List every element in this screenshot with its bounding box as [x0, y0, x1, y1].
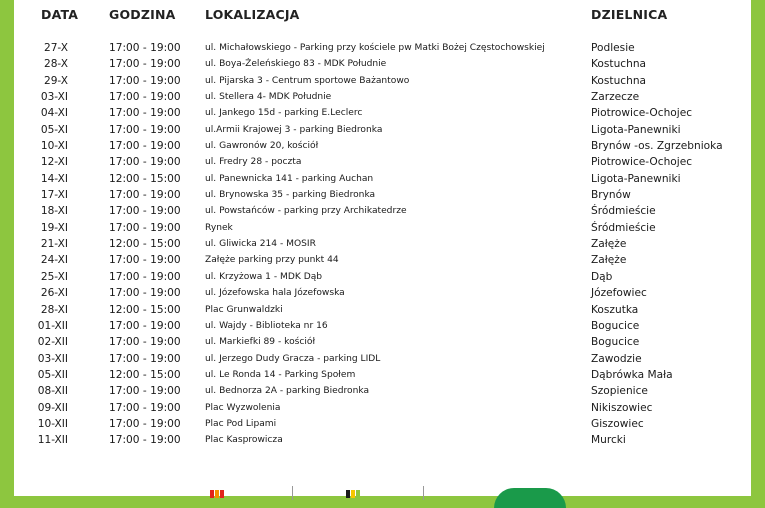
row-district: Bogucice	[591, 336, 640, 349]
row-district: Podlesie	[591, 42, 635, 54]
table-row	[14, 203, 751, 219]
row-date: 25-XI	[40, 270, 68, 283]
row-location: Plac Kasprowicza	[205, 435, 283, 446]
row-time: 17:00 - 19:00	[109, 434, 181, 447]
header-location: LOKALIZACJA	[205, 7, 300, 22]
table-row	[14, 252, 751, 268]
row-time: 17:00 - 19:00	[109, 123, 181, 136]
row-district: Ligota-Panewniki	[591, 123, 681, 136]
row-date: 10-XII	[37, 417, 68, 430]
partner-logo-2	[346, 490, 362, 498]
header-date: DATA	[41, 7, 79, 22]
row-date: 29-X	[43, 74, 68, 87]
row-location: ul. Boya-Żeleńskiego 83 - MDK Południe	[205, 59, 387, 70]
table-row	[14, 73, 751, 89]
table-row	[14, 383, 751, 399]
table-row	[14, 432, 751, 448]
row-location: ul. Stellera 4- MDK Południe	[205, 92, 332, 103]
row-time: 17:00 - 19:00	[109, 417, 181, 430]
row-date: 14-XI	[40, 172, 68, 185]
row-district: Załęże	[591, 254, 627, 267]
row-date: 26-XI	[40, 287, 68, 300]
row-district: Załęże	[591, 238, 627, 251]
schedule-sheet	[14, 0, 751, 496]
row-location: Plac Pod Lipami	[205, 418, 277, 429]
row-time: 17:00 - 19:00	[109, 287, 181, 300]
row-time: 17:00 - 19:00	[109, 401, 181, 414]
header-time: GODZINA	[109, 7, 176, 22]
row-time: 17:00 - 19:00	[109, 91, 181, 104]
row-time: 17:00 - 19:00	[109, 221, 181, 234]
table-row	[14, 171, 751, 187]
row-district: Kostuchna	[591, 58, 647, 71]
row-time: 17:00 - 19:00	[109, 107, 181, 120]
row-date: 28-X	[43, 58, 68, 71]
table-row	[14, 40, 751, 56]
table-row	[14, 122, 751, 138]
row-time: 17:00 - 19:00	[109, 140, 181, 153]
row-location: Załęże parking przy punkt 44	[205, 255, 339, 266]
table-row	[14, 56, 751, 72]
row-location: ul. Gawronów 20, kościół	[205, 141, 319, 152]
table-row	[14, 351, 751, 367]
row-date: 02-XII	[37, 336, 68, 349]
table-row	[14, 318, 751, 334]
row-date: 08-XII	[37, 385, 68, 398]
row-date: 12-XI	[40, 156, 68, 169]
table-row	[14, 187, 751, 203]
row-location: ul. Pijarska 3 - Centrum sportowe Bażantowo	[205, 75, 410, 86]
footer-divider	[423, 486, 424, 500]
row-date: 10-XI	[40, 140, 68, 153]
row-time: 17:00 - 19:00	[109, 385, 181, 398]
row-date: 21-XI	[40, 238, 68, 251]
row-district: Zawodzie	[591, 352, 642, 365]
row-time: 12:00 - 15:00	[109, 172, 181, 185]
row-time: 17:00 - 19:00	[109, 74, 181, 87]
row-district: Śródmieście	[591, 205, 656, 218]
row-district: Piotrowice-Ochojec	[591, 156, 693, 169]
row-time: 17:00 - 19:00	[109, 270, 181, 283]
table-row	[14, 138, 751, 154]
row-district: Dąb	[591, 270, 613, 283]
footer-logos	[14, 482, 751, 496]
row-time: 17:00 - 19:00	[109, 58, 181, 71]
row-date: 18-XI	[40, 205, 68, 218]
row-location: ul. Panewnicka 141 - parking Auchan	[205, 173, 374, 184]
table-row	[14, 400, 751, 416]
row-location: ul. Krzyżowa 1 - MDK Dąb	[205, 271, 323, 282]
row-location: ul.Armii Krajowej 3 - parking Biedronka	[205, 124, 383, 135]
partner-logo-1	[210, 490, 224, 498]
table-row	[14, 236, 751, 252]
row-date: 17-XI	[40, 189, 68, 202]
row-district: Kostuchna	[591, 74, 647, 87]
table-row	[14, 89, 751, 105]
table-row	[14, 220, 751, 236]
row-date: 27-X	[43, 42, 68, 54]
table-row	[14, 285, 751, 301]
row-district: Bogucice	[591, 319, 640, 332]
row-time: 17:00 - 19:00	[109, 156, 181, 169]
row-district: Ligota-Panewniki	[591, 172, 681, 185]
row-location: ul. Bednorza 2A - parking Biedronka	[205, 386, 370, 397]
row-location: ul. Markiefki 89 - kościół	[205, 337, 316, 348]
row-location: ul. Fredry 28 - poczta	[205, 157, 302, 168]
row-location: ul. Józefowska hala Józefowska	[205, 288, 345, 299]
row-time: 17:00 - 19:00	[109, 336, 181, 349]
row-date: 03-XII	[37, 352, 68, 365]
row-time: 17:00 - 19:00	[109, 42, 181, 54]
row-time: 12:00 - 15:00	[109, 303, 181, 316]
row-location: ul. Gliwicka 214 - MOSIR	[205, 239, 316, 250]
row-time: 17:00 - 19:00	[109, 254, 181, 267]
row-date: 19-XI	[40, 221, 68, 234]
row-location: ul. Michałowskiego - Parking przy kościele pw Matki Bożej Częstochowskiej	[205, 43, 545, 53]
footer-divider	[292, 486, 293, 500]
table-row	[14, 367, 751, 383]
row-location: ul. Wajdy - Biblioteka nr 16	[205, 320, 328, 331]
row-date: 28-XI	[40, 303, 68, 316]
row-time: 17:00 - 19:00	[109, 352, 181, 365]
row-district: Zarzecze	[591, 91, 640, 104]
header-district: DZIELNICA	[591, 7, 668, 22]
row-date: 09-XII	[37, 401, 68, 414]
schedule-table	[14, 40, 751, 449]
row-district: Józefowiec	[591, 287, 647, 300]
row-date: 24-XI	[40, 254, 68, 267]
row-date: 04-XI	[40, 107, 68, 120]
row-district: Nikiszowiec	[591, 401, 653, 414]
table-row	[14, 302, 751, 318]
row-date: 01-XII	[37, 319, 68, 332]
row-location: ul. Jerzego Dudy Gracza - parking LIDL	[205, 353, 381, 364]
row-district: Piotrowice-Ochojec	[591, 107, 693, 120]
partner-logo-3	[494, 488, 566, 508]
row-district: Dąbrówka Mała	[591, 368, 673, 381]
table-row	[14, 416, 751, 432]
row-location: ul. Le Ronda 14 - Parking Społem	[205, 369, 356, 380]
row-district: Murcki	[591, 434, 626, 447]
row-date: 05-XI	[40, 123, 68, 136]
row-district: Giszowiec	[591, 417, 644, 430]
table-row	[14, 334, 751, 350]
row-location: ul. Brynowska 35 - parking Biedronka	[205, 190, 376, 201]
row-location: Plac Grunwaldzki	[205, 304, 283, 315]
row-district: Koszutka	[591, 303, 639, 316]
row-time: 12:00 - 15:00	[109, 368, 181, 381]
row-location: Rynek	[205, 222, 233, 233]
row-date: 11-XII	[37, 434, 68, 447]
row-location: ul. Jankego 15d - parking E.Leclerc	[205, 108, 363, 119]
table-row	[14, 154, 751, 170]
row-location: ul. Powstańców - parking przy Archikatedrze	[205, 206, 407, 217]
row-location: Plac Wyzwolenia	[205, 402, 281, 413]
row-district: Szopienice	[591, 385, 648, 398]
row-date: 03-XI	[40, 91, 68, 104]
row-date: 05-XII	[37, 368, 68, 381]
row-time: 17:00 - 19:00	[109, 205, 181, 218]
row-time: 17:00 - 19:00	[109, 319, 181, 332]
table-row	[14, 269, 751, 285]
row-district: Brynów	[591, 189, 631, 202]
row-time: 17:00 - 19:00	[109, 189, 181, 202]
row-district: Śródmieście	[591, 221, 656, 234]
row-district: Brynów -os. Zgrzebnioka	[591, 140, 723, 153]
row-time: 12:00 - 15:00	[109, 238, 181, 251]
table-row	[14, 105, 751, 121]
